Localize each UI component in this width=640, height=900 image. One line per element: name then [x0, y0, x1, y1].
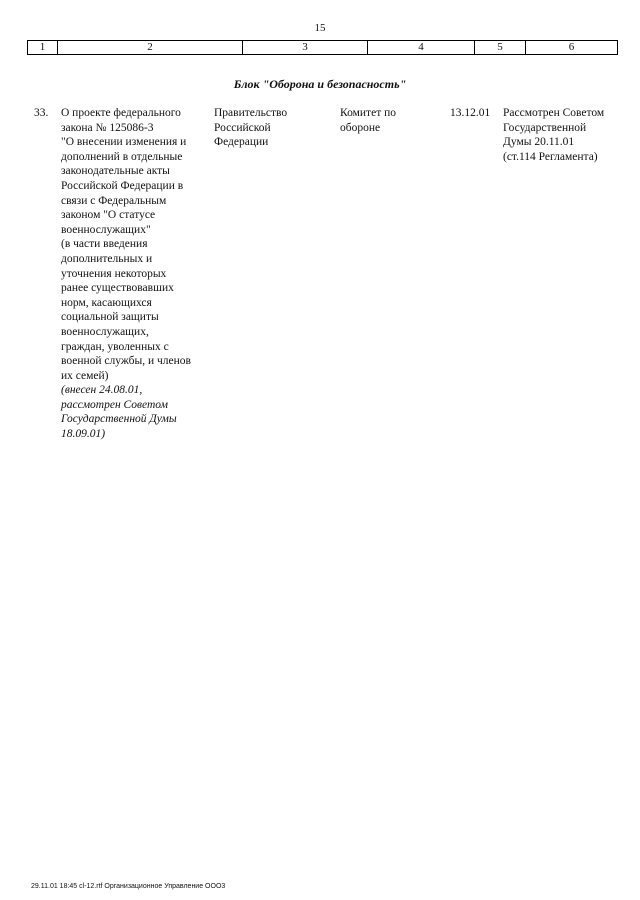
entry-title-line: "О внесении изменения и — [61, 136, 187, 149]
entry-title-line: уточнения некоторых — [61, 267, 167, 280]
column-number-3: 3 — [243, 41, 368, 55]
entry-title-line: граждан, уволенных с — [61, 340, 169, 353]
entry-title-line: законом "О статусе — [61, 209, 156, 222]
entry-status-line: Рассмотрен Советом — [503, 107, 605, 119]
entry-number: 33. — [34, 107, 49, 119]
entry-title-line: (в части введения — [61, 238, 148, 251]
entry-title-line: Государственной Думы — [61, 413, 177, 426]
entry-title-line: военнослужащих" — [61, 223, 151, 236]
entry-title — [61, 106, 211, 442]
page-number: 15 — [314, 22, 326, 34]
entry-author-line: Российской — [214, 121, 271, 134]
entry-status — [503, 106, 623, 164]
entry-title-line: их семей) — [61, 369, 109, 382]
column-number-4: 4 — [368, 41, 475, 55]
entry-status-line: Государственной — [503, 121, 587, 134]
entry-title-line: рассмотрен Советом — [61, 398, 168, 411]
entry-status-line: Думы 20.11.01 — [503, 136, 575, 149]
column-number-header — [27, 40, 618, 55]
section-title: Блок "Оборона и безопасность" — [233, 77, 407, 91]
entry-title-line: дополнительных и — [61, 252, 153, 265]
entry-title-line: связи с Федеральным — [61, 194, 167, 207]
column-number-1: 1 — [28, 41, 58, 55]
entry-title-line: 18.09.01) — [61, 428, 106, 441]
document-footer: 29.11.01 18:45 cl-12.rtf Организационное Управление ООО3 — [31, 883, 226, 890]
entry-title-line: военнослужащих, — [61, 325, 149, 338]
entry-committee-line: Комитет по — [340, 107, 396, 119]
column-number-6: 6 — [526, 41, 618, 55]
entry-author-line: Федерации — [214, 136, 269, 149]
entry-title-line: Российской Федерации в — [61, 179, 184, 192]
entry-title-line: законодательные акты — [61, 165, 170, 178]
entry-title-line: закона № 125086-3 — [61, 121, 154, 134]
entry-status-line: (ст.114 Регламента) — [503, 150, 598, 163]
column-number-5: 5 — [475, 41, 526, 55]
entry-title-line: норм, касающихся — [61, 296, 152, 309]
entry-committee — [340, 106, 445, 135]
entry-date: 13.12.01 — [450, 107, 491, 119]
entry-author-line: Правительство — [214, 107, 288, 119]
entry-title-line: О проекте федерального — [61, 107, 181, 119]
entry-title-line: социальной защиты — [61, 311, 159, 324]
entry-title-line: ранее существовавших — [61, 282, 174, 295]
column-number-2: 2 — [58, 41, 243, 55]
entry-title-line: военной службы, и членов — [61, 355, 191, 368]
entry-title-line: дополнений в отдельные — [61, 150, 183, 163]
entry-author — [214, 106, 334, 150]
entry-committee-line: обороне — [340, 121, 381, 134]
entry-title-line: (внесен 24.08.01, — [61, 384, 143, 397]
